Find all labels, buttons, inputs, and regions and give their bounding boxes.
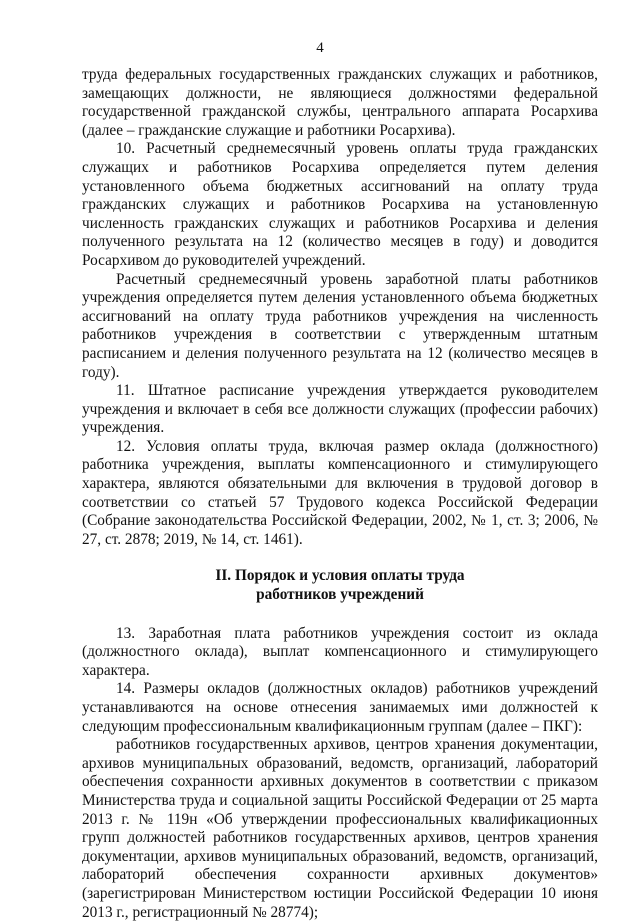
section-heading-line-2: работников учреждений	[256, 586, 424, 604]
paragraph-12: 12. Условия оплаты труда, включая размер оклада (должностного) работника учреждения, выплаты компенсационного и стимулирующего характера, являются обязательными для включения в трудовой договор в соответствии со статьей 57 Трудового кодекса Российской Федерации (Собрание законодательства Российской Федерации, 2002, № 1, ст. 3; 2006, № 27, ст. 2878; 2019, № 14, ст. 1461).	[82, 437, 598, 548]
section-heading-line-1: II. Порядок и условия оплаты труда	[215, 567, 465, 585]
page-number: 4	[316, 40, 324, 56]
paragraph-13: 13. Заработная плата работников учреждения состоит из оклада (должностного оклада), выплат компенсационного и стимулирующего характера.	[82, 624, 598, 679]
paragraph-continuation: труда федеральных государственных гражданских служащих и работников, замещающих должности, не являющиеся должностями федеральной государственной гражданской службы, центрального аппарата Росархива (далее – гражданские служащие и работники Росархива).	[82, 66, 598, 139]
document-body	[82, 66, 598, 922]
paragraph-11: 11. Штатное расписание учреждения утверждается руководителем учреждения и включает в себя все должности служащих (профессии рабочих) учреждения.	[82, 382, 598, 437]
section-heading	[82, 567, 598, 604]
paragraph-10: 10. Расчетный среднемесячный уровень оплаты труда гражданских служащих и работников Росархива определяется путем деления установленного объема бюджетных ассигнований на оплату труда гражданских служащих и работников Росархива на установленную численность гражданских служащих и работников Росархива и деления полученного результата на 12 (количество месяцев в году) и доводится Росархивом до руководителей учреждений.	[82, 140, 598, 269]
paragraph-average-salary: Расчетный среднемесячный уровень заработной платы работников учреждения определяется путем деления установленного объема бюджетных ассигнований на оплату труда работников учреждения на численность работников учреждения в соответствии с утвержденным штатным расписанием и деления полученного результата на 12 (количество месяцев в году).	[82, 270, 598, 381]
paragraph-14: 14. Размеры окладов (должностных окладов) работников учреждений устанавливаются на основе отнесения занимаемых ими должностей к следующим профессиональным квалификационным группам (далее – ПКГ):	[82, 680, 598, 735]
paragraph-archive-workers: работников государственных архивов, центров хранения документации, архивов муниципальных образований, ведомств, организаций, лабораторий обеспечения сохранности архивных документов в соответствии с приказом Министерства труда и социальной защиты Российской Федерации от 25 марта 2013 г. № 119н «Об утверждении профессиональных квалификационных групп должностей работников государственных архивов, центров хранения документации, архивов муниципальных образований, ведомств, организаций, лабораторий обеспечения сохранности архивных документов» (зарегистрирован Министерством юстиции Российской Федерации 10 июня 2013 г., регистрационный № 28774);	[82, 736, 598, 921]
